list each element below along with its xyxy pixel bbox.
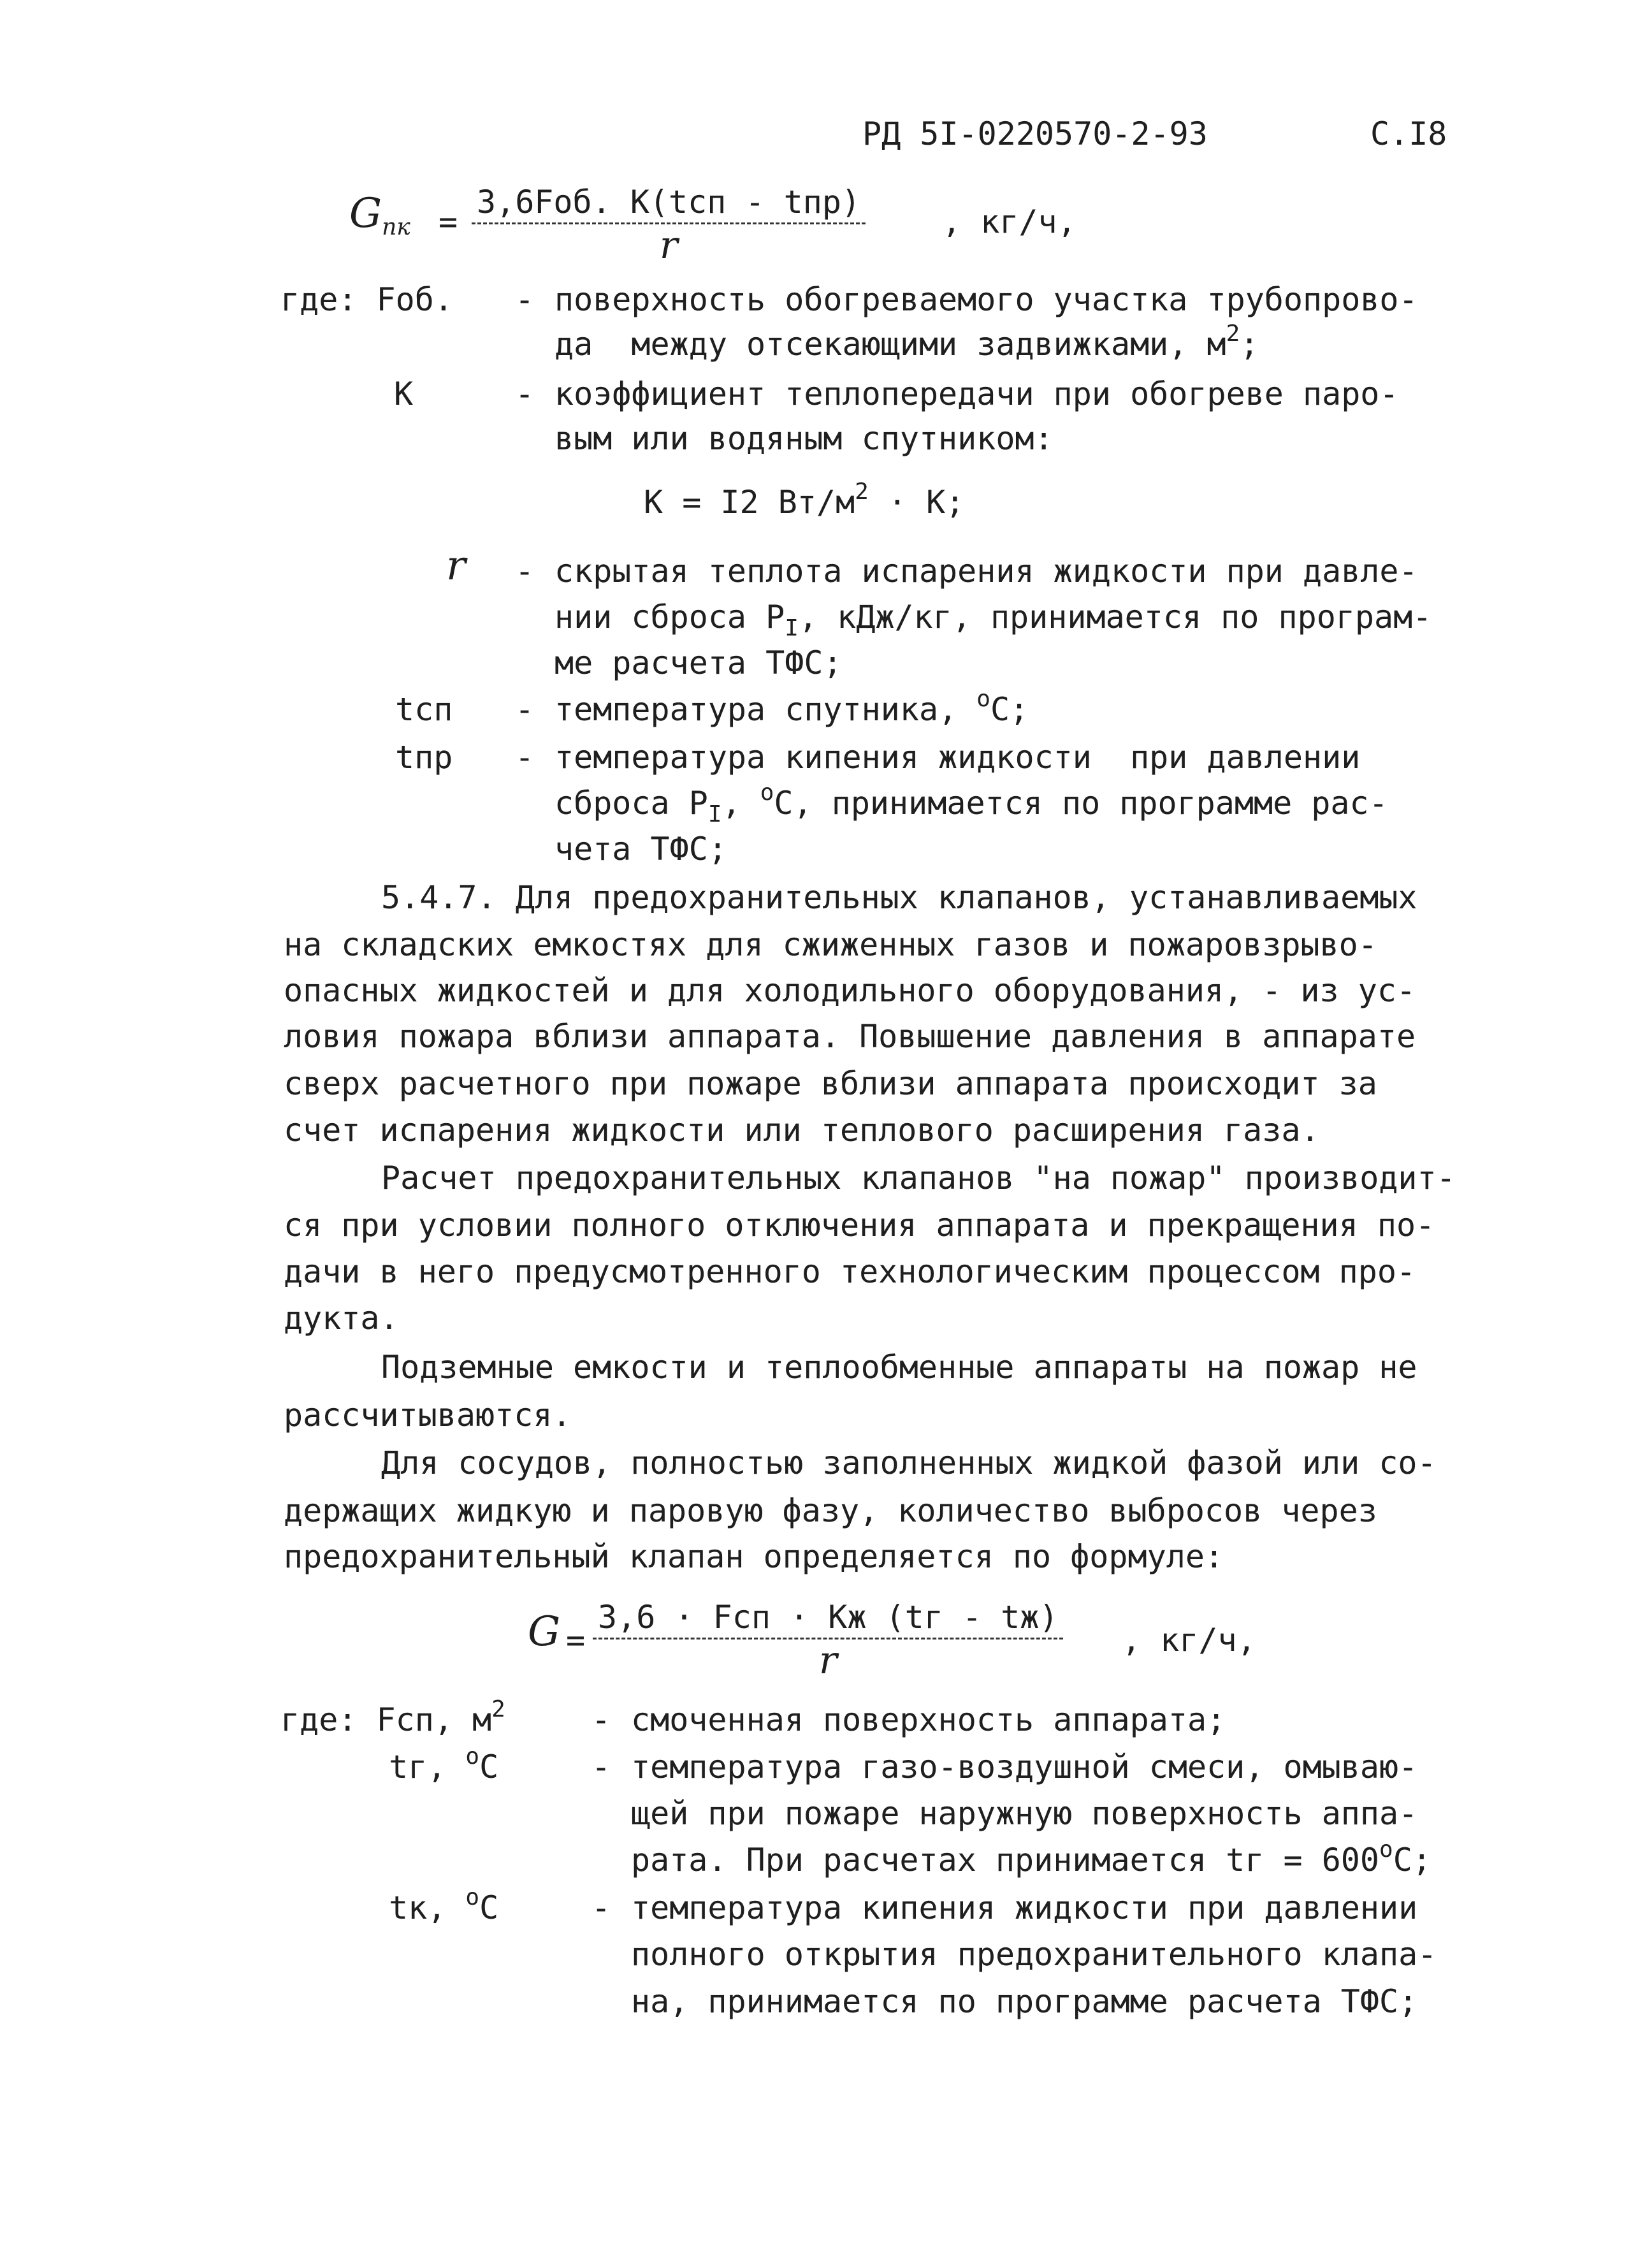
def-r-line3: ме расчета ТФС;	[554, 644, 843, 681]
def-tg-symbol: tг, $^о$С	[389, 1743, 499, 1785]
formula2-fraction	[593, 1597, 1063, 1682]
formula2-denominator: r	[818, 1638, 837, 1683]
def-tg-dash: -	[591, 1748, 611, 1785]
def-tpr-line3: чета ТФС;	[554, 831, 727, 868]
para-fire-line: Расчет предохранительных клапанов "на пожар" производит-	[381, 1159, 1456, 1196]
formula1-lhs: Gпк	[349, 190, 410, 240]
formula1-fraction	[472, 182, 866, 266]
def-f-line1: поверхность обогреваемого участка трубопрово-	[554, 281, 1418, 318]
page-number: С.I8	[1370, 115, 1447, 152]
def-tg-line3: рата. При расчетах принимается tг = $600^оС$;	[631, 1836, 1431, 1879]
def-fsp-line1: смоченная поверхность аппарата;	[631, 1701, 1226, 1738]
def-r-line1: скрытая теплота испарения жидкости при давле-	[554, 553, 1418, 590]
def-tg-line1: температура газо-воздушной смеси, омываю-	[631, 1748, 1418, 1785]
para-vessels-line: держащих жидкую и паровую фазу, количество выбросов через	[284, 1492, 1377, 1529]
para-under-line: Подземные емкости и теплообменные аппараты на пожар не	[381, 1349, 1417, 1386]
document-code: РД 5I-0220570-2-93	[862, 115, 1208, 152]
para-547-line: опасных жидкостей и для холодильного оборудования, - из ус-	[284, 972, 1416, 1009]
def-tk-dash: -	[591, 1889, 611, 1926]
def-r-symbol: r	[446, 542, 466, 590]
def-tpr-symbol: tпр	[395, 739, 453, 776]
def-r-dash: -	[515, 553, 535, 590]
def-tg-line2: щей при пожаре наружную поверхность аппа-	[631, 1795, 1418, 1832]
para-fire-line: дукта.	[284, 1300, 399, 1337]
def-tsp-symbol: tсп	[395, 691, 453, 728]
formula2-lhs: G	[528, 1608, 561, 1655]
def-f-line2: да между отсекающими задвижками, $м^2$;	[554, 321, 1259, 363]
def-tsp-line: температура спутника, $^о$С;	[554, 686, 1029, 728]
def-tpr-dash: -	[515, 739, 535, 776]
para-547-line: счет испарения жидкости или теплового расширения газа.	[284, 1112, 1320, 1149]
def-k-dash: -	[515, 375, 535, 412]
def-f-symbol: где: Fоб.	[280, 281, 453, 318]
def-r-line2: нии сброса $P_I$, кДж/кг, принимается по програм-	[554, 599, 1432, 641]
formula1-units: , кг/ч,	[942, 203, 1076, 240]
para-fire-line: ся при условии полного отключения аппарата и прекращения по-	[284, 1207, 1435, 1244]
def-tk-line2: полного открытия предохранительного клапа-	[631, 1936, 1437, 1973]
def-f-dash: -	[515, 281, 535, 318]
def-fsp-dash: -	[591, 1701, 611, 1738]
para-vessels-line: Для сосудов, полностью заполненных жидкой фазой или со-	[381, 1444, 1437, 1481]
formula2-numerator: 3,6 · Fсп · Kж (tг - tж)	[593, 1597, 1063, 1639]
formula1-lhs-sub: пк	[382, 214, 410, 240]
def-tpr-line2: сброса $P_I$, $^о$С, принимается по программе рас-	[554, 780, 1388, 827]
def-k-symbol: K	[394, 375, 414, 412]
para-547-line: сверх расчетного при пожаре вблизи аппарата происходит за	[284, 1065, 1377, 1102]
para-fire-line: дачи в него предусмотренного технологическим процессом про-	[284, 1253, 1416, 1290]
def-k-line1: коэффициент теплопередачи при обогреве паро-	[554, 375, 1399, 412]
def-tk-line1: температура кипения жидкости при давлении	[631, 1889, 1418, 1926]
para-547-line: ловия пожара вблизи аппарата. Повышение давления в аппарате	[284, 1018, 1416, 1055]
formula1-equals: =	[438, 203, 458, 240]
para-vessels-line: предохранительный клапан определяется по формуле:	[284, 1538, 1224, 1575]
formula1-denominator: r	[659, 223, 678, 268]
formula1-numerator: 3,6Fоб. K(tсп - tпр)	[472, 182, 866, 224]
def-tk-symbol: tк, $^о$С	[389, 1884, 499, 1926]
para-547-line: 5.4.7. Для предохранительных клапанов, устанавливаемых	[381, 879, 1417, 916]
k-value-formula: K = I2 $Вт/м^2 \cdot К$;	[644, 479, 965, 521]
def-fsp-symbol: где: Fсп, $м^2$	[280, 1696, 505, 1738]
def-tpr-line1: температура кипения жидкости при давлении	[554, 739, 1361, 776]
para-547-line: на складских емкостях для сжиженных газов и пожаровзрыво-	[284, 926, 1377, 963]
def-k-line2: вым или водяным спутником:	[554, 420, 1054, 457]
para-under-line: рассчитываются.	[284, 1397, 572, 1434]
def-tk-line3: на, принимается по программе расчета ТФС;	[631, 1983, 1418, 2020]
formula2-units: , кг/ч,	[1122, 1622, 1256, 1659]
def-tsp-dash: -	[515, 691, 535, 728]
formula2-equals: =	[566, 1622, 586, 1659]
